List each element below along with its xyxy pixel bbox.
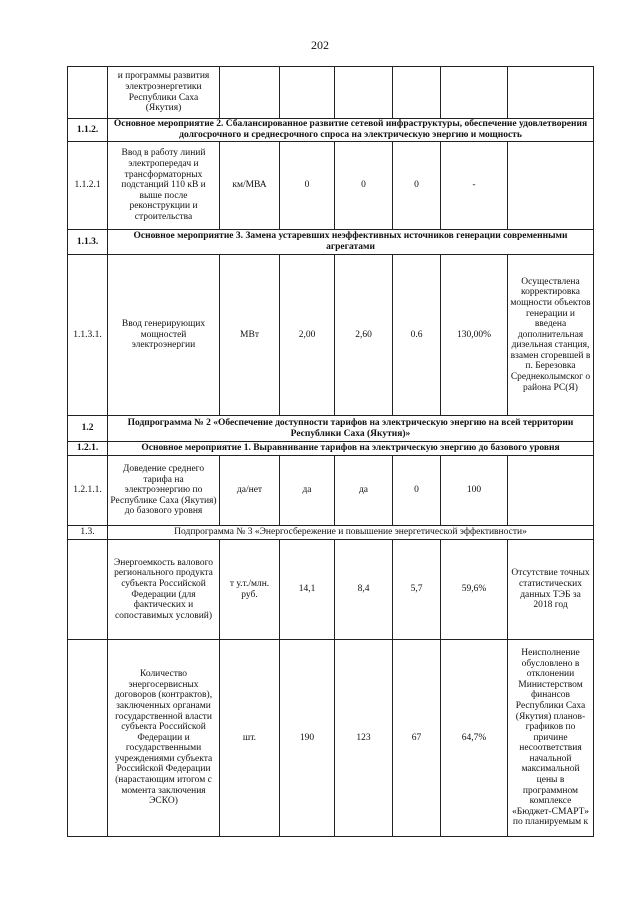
indicator-name: и программы развития электроэнергетики Республики Саха (Якутия) bbox=[108, 67, 220, 119]
deviation-value: 5,7 bbox=[393, 540, 441, 640]
section-row bbox=[68, 526, 594, 540]
deviation-value: 0 bbox=[393, 142, 441, 230]
fact-value: 8,4 bbox=[335, 540, 393, 640]
unit-cell: МВт bbox=[220, 255, 280, 416]
section-row bbox=[68, 416, 594, 442]
row-number bbox=[68, 640, 108, 837]
section-number: 1.2.1. bbox=[68, 442, 108, 456]
table-row bbox=[68, 640, 594, 837]
row-number bbox=[68, 67, 108, 119]
indicator-name: Ввод в работу линий электропередач и трансформаторных подстанций 110 кВ и выше после реконструкции и строительства bbox=[108, 142, 220, 230]
plan-value: 190 bbox=[280, 640, 335, 837]
fact-value: 0 bbox=[335, 142, 393, 230]
table-row bbox=[68, 456, 594, 526]
plan-value: 0 bbox=[280, 142, 335, 230]
deviation-value: 67 bbox=[393, 640, 441, 837]
indicator-name: Доведение среднего тарифа на электроэнергию по Республике Саха (Якутия) до базового уровня bbox=[108, 456, 220, 526]
note-cell bbox=[508, 456, 594, 526]
note-cell: Осуществлена корректировка мощности объектов генерации и введена дополнительная дизельная станция, взамен сгоревшей в п. Березовка Среднеколымског о района РС(Я) bbox=[508, 255, 594, 416]
percent-value: 64,7% bbox=[441, 640, 508, 837]
section-number: 1.2 bbox=[68, 416, 108, 442]
section-title: Подпрограмма № 3 «Энергосбережение и повышение энергетической эффективности» bbox=[108, 526, 594, 540]
unit-cell: шт. bbox=[220, 640, 280, 837]
unit-cell: да/нет bbox=[220, 456, 280, 526]
percent-value: 59,6% bbox=[441, 540, 508, 640]
unit-cell: т у.т./млн. руб. bbox=[220, 540, 280, 640]
unit-cell: км/МВА bbox=[220, 142, 280, 230]
row-number: 1.2.1.1. bbox=[68, 456, 108, 526]
page-number: 202 bbox=[311, 38, 329, 52]
percent-value: 130,00% bbox=[441, 255, 508, 416]
section-number: 1.1.2. bbox=[68, 119, 108, 142]
section-row bbox=[68, 442, 594, 456]
section-row bbox=[68, 119, 594, 142]
row-number: 1.1.3.1. bbox=[68, 255, 108, 416]
fact-value: 123 bbox=[335, 640, 393, 837]
section-title: Основное мероприятие 1. Выравнивание тарифов на электрическую энергию до базового уровня bbox=[108, 442, 594, 456]
plan-value: 14,1 bbox=[280, 540, 335, 640]
deviation-value: 0 bbox=[393, 456, 441, 526]
indicator-name: Ввод генерирующих мощностей электроэнергии bbox=[108, 255, 220, 416]
note-cell: Неисполнение обусловлено в отклонении Министерством финансов Республики Саха (Якутия) планов-графиков по причине несоответствия начальной максимальной цены в программном комплексе «Бюджет-СМАРТ» по планируемым к bbox=[508, 640, 594, 837]
fact-value: да bbox=[335, 456, 393, 526]
section-title: Основное мероприятие 2. Сбалансированное развитие сетевой инфраструктуры, обеспечение удовлетворения долгосрочного и среднесрочного спроса на электрическую энергию и мощность bbox=[108, 119, 594, 142]
note-cell: Отсутствие точных статистических данных ТЭБ за 2018 год bbox=[508, 540, 594, 640]
report-table bbox=[67, 66, 594, 837]
table-row bbox=[68, 67, 594, 119]
indicator-name: Энергоемкость валового регионального продукта субъекта Российской Федерации (для фактических и сопоставимых условий) bbox=[108, 540, 220, 640]
plan-value: да bbox=[280, 456, 335, 526]
section-row bbox=[68, 230, 594, 255]
table-row bbox=[68, 255, 594, 416]
section-title: Основное мероприятие 3. Замена устаревших неэффективных источников генерации современными агрегатами bbox=[108, 230, 594, 255]
deviation-value: 0.6 bbox=[393, 255, 441, 416]
row-number: 1.1.2.1 bbox=[68, 142, 108, 230]
section-number: 1.1.3. bbox=[68, 230, 108, 255]
section-number: 1.3. bbox=[68, 526, 108, 540]
note-cell bbox=[508, 142, 594, 230]
section-title: Подпрограмма № 2 «Обеспечение доступности тарифов на электрическую энергию на всей территории Республики Саха (Якутия)» bbox=[108, 416, 594, 442]
row-number bbox=[68, 540, 108, 640]
table-row bbox=[68, 142, 594, 230]
percent-value: - bbox=[441, 142, 508, 230]
percent-value: 100 bbox=[441, 456, 508, 526]
indicator-name: Количество энергосервисных договоров (контрактов), заключенных органами государственной власти субъекта Российской Федерации и государственными учреждениями субъекта Российской Федерации (нарастающим итогом с момента заключения ЭСКО) bbox=[108, 640, 220, 837]
table-row bbox=[68, 540, 594, 640]
plan-value: 2,00 bbox=[280, 255, 335, 416]
fact-value: 2,60 bbox=[335, 255, 393, 416]
